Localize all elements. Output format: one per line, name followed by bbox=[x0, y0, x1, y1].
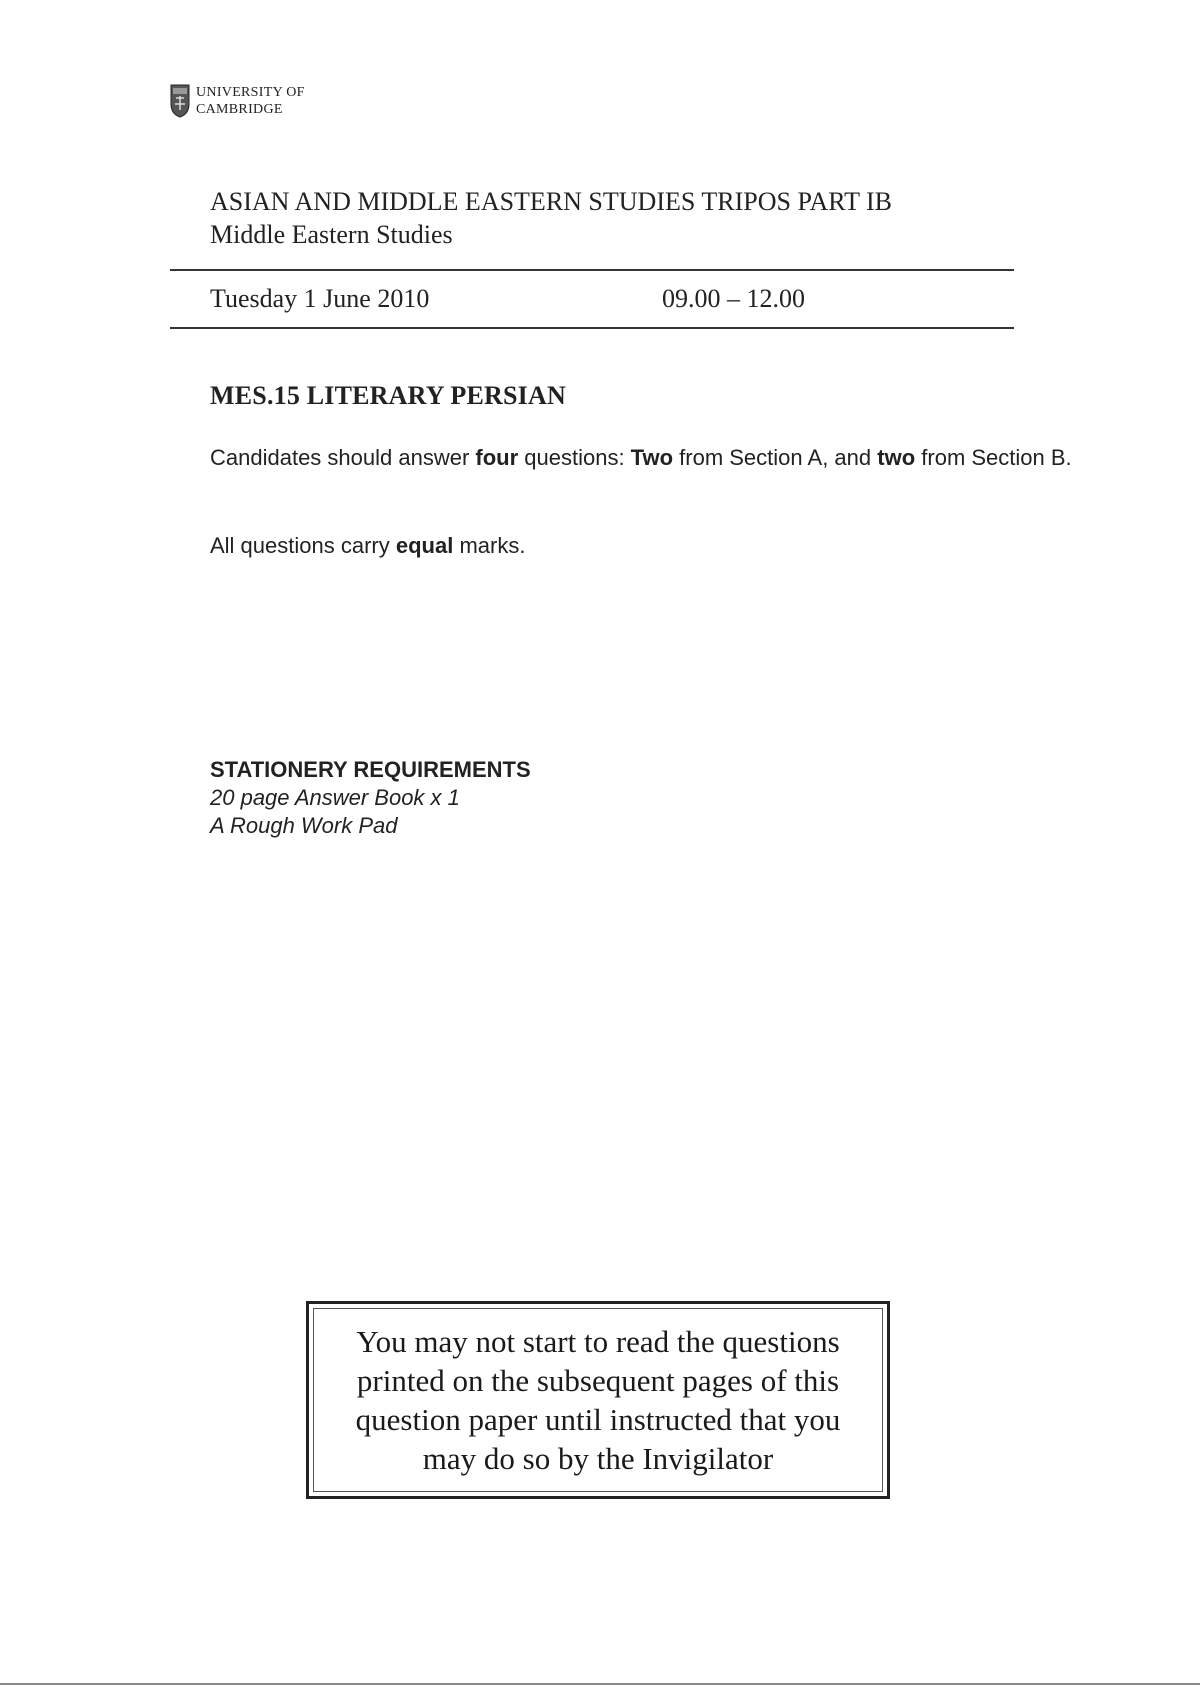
instructions-answer bbox=[210, 444, 1080, 472]
marks-text: marks. bbox=[453, 533, 526, 558]
instr-text: Candidates should answer bbox=[210, 445, 476, 470]
exam-title: ASIAN AND MIDDLE EASTERN STUDIES TRIPOS PART IB bbox=[210, 187, 892, 216]
logo-line-2: CAMBRIDGE bbox=[196, 102, 283, 117]
stationery-heading: STATIONERY REQUIREMENTS bbox=[210, 757, 531, 782]
exam-time: 09.00 – 12.00 bbox=[662, 284, 805, 313]
invigilator-notice-box bbox=[306, 1301, 890, 1499]
stationery-item: 20 page Answer Book x 1 bbox=[210, 785, 460, 810]
logo-text bbox=[196, 84, 305, 118]
exam-date: Tuesday 1 June 2010 bbox=[210, 284, 430, 313]
university-logo bbox=[170, 84, 305, 118]
instr-emph: two bbox=[877, 445, 916, 470]
instr-text: from Section B. bbox=[915, 445, 1072, 470]
divider-bottom bbox=[170, 327, 1014, 329]
exam-subtitle: Middle Eastern Studies bbox=[210, 220, 453, 249]
stationery-item: A Rough Work Pad bbox=[210, 813, 398, 838]
instr-emph: four bbox=[475, 445, 519, 470]
instr-text: from Section A, and bbox=[673, 445, 878, 470]
crest-icon bbox=[170, 84, 190, 118]
instr-text: questions: bbox=[518, 445, 631, 470]
marks-emph: equal bbox=[395, 533, 454, 558]
invigilator-notice-text: You may not start to read the questions printed on the subsequent pages of this question paper until instructed that you may do so by the Invigilator bbox=[355, 1324, 841, 1476]
instructions-marks bbox=[210, 532, 525, 560]
marks-text: All questions carry bbox=[210, 533, 396, 558]
divider-top bbox=[170, 269, 1014, 271]
logo-line-1: UNIVERSITY OF bbox=[196, 85, 305, 100]
instr-emph: Two bbox=[630, 445, 674, 470]
page-bottom-edge bbox=[0, 1683, 1200, 1685]
paper-title: MES.15 LITERARY PERSIAN bbox=[210, 381, 566, 410]
